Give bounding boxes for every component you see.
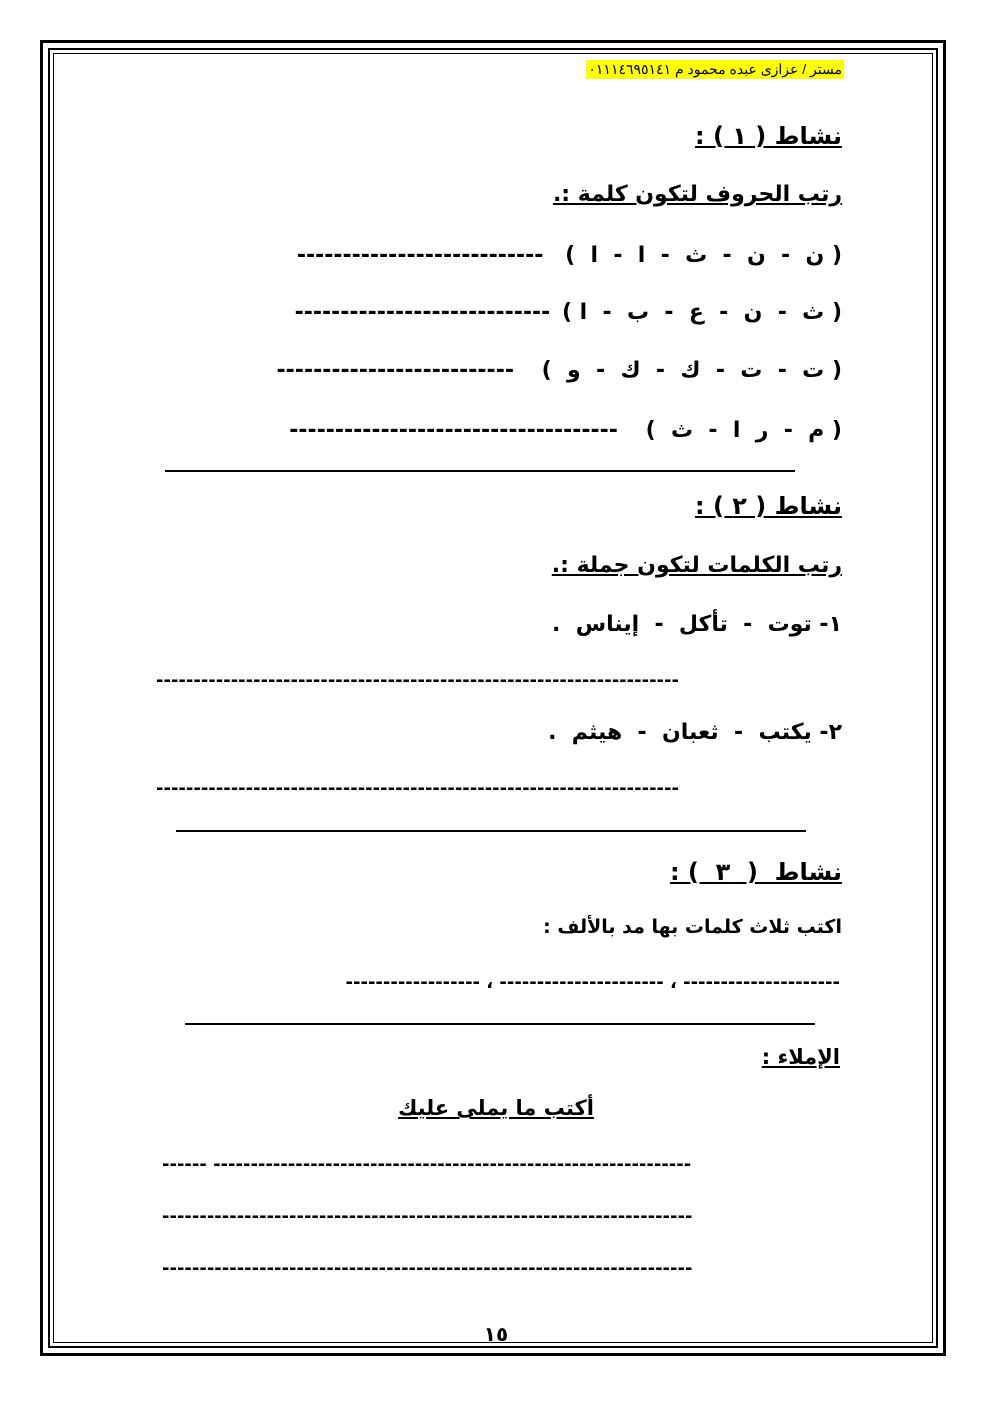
letters-group: ( م - ر ا - ث ): [645, 418, 842, 443]
activity1-row-4: [289, 418, 842, 443]
activity3-answer-blanks[interactable]: ------------------ ، ---------------------- ، ---------------------: [345, 972, 840, 993]
answer-blank[interactable]: --------------------------: [276, 358, 514, 383]
page-number: ١٥: [483, 1322, 509, 1346]
page-number-wrap: [0, 1322, 992, 1346]
section-divider: [185, 1023, 815, 1025]
section-divider: [165, 470, 795, 472]
answer-line[interactable]: ----------------------------------------------------------------------: [156, 778, 679, 799]
letters-group: ( ن - ن - ث - ا - ا ): [565, 243, 842, 268]
activity3-title: نشاط ( ٣ ) :: [669, 858, 842, 886]
author-banner: مستر / عزازى عبده محمود م ٠١١١٤٦٩٥١٤١: [588, 61, 842, 77]
dictation-line-3[interactable]: -----------------------------------------------------------------------: [162, 1258, 693, 1279]
section-divider: [176, 830, 806, 832]
answer-line[interactable]: ----------------------------------------------------------------------: [156, 670, 679, 691]
activity1-row-3: [277, 358, 842, 383]
answer-blank[interactable]: ----------------------------: [294, 300, 551, 325]
answer-blank[interactable]: ------------------------------------: [289, 418, 618, 443]
activity2-sentence-1: ١- توت - تأكل - إيناس .: [552, 612, 842, 637]
activity1-row-2: [295, 300, 842, 325]
activity1-title: نشاط ( ١ ) :: [695, 122, 842, 150]
activity2-sentence-2: ٢- يكتب - ثعبان - هيثم .: [548, 720, 842, 745]
dictation-title: الإملاء :: [761, 1045, 840, 1069]
activity2-instruction: رتب الكلمات لتكون جملة :.: [551, 553, 842, 578]
letters-group: ( ت - ت - ك - ك - و ): [541, 358, 842, 383]
dictation-instruction-wrap: [0, 1096, 992, 1120]
dictation-instruction: أكتب ما يملى عليك: [398, 1096, 594, 1120]
dictation-line-1[interactable]: ------ ----------------------------------------------------------------: [162, 1154, 692, 1175]
activity1-row-1: [297, 243, 842, 268]
letters-group: ( ث - ن - ع - ب - ا ): [561, 300, 842, 325]
answer-blank[interactable]: ---------------------------: [296, 243, 544, 268]
activity2-title: نشاط ( ٢ ) :: [695, 492, 842, 520]
dictation-line-2[interactable]: -----------------------------------------------------------------------: [162, 1206, 693, 1227]
activity3-instruction: اكتب ثلاث كلمات بها مد بالألف :: [543, 916, 842, 938]
activity1-instruction: رتب الحروف لتكون كلمة :.: [552, 182, 842, 207]
